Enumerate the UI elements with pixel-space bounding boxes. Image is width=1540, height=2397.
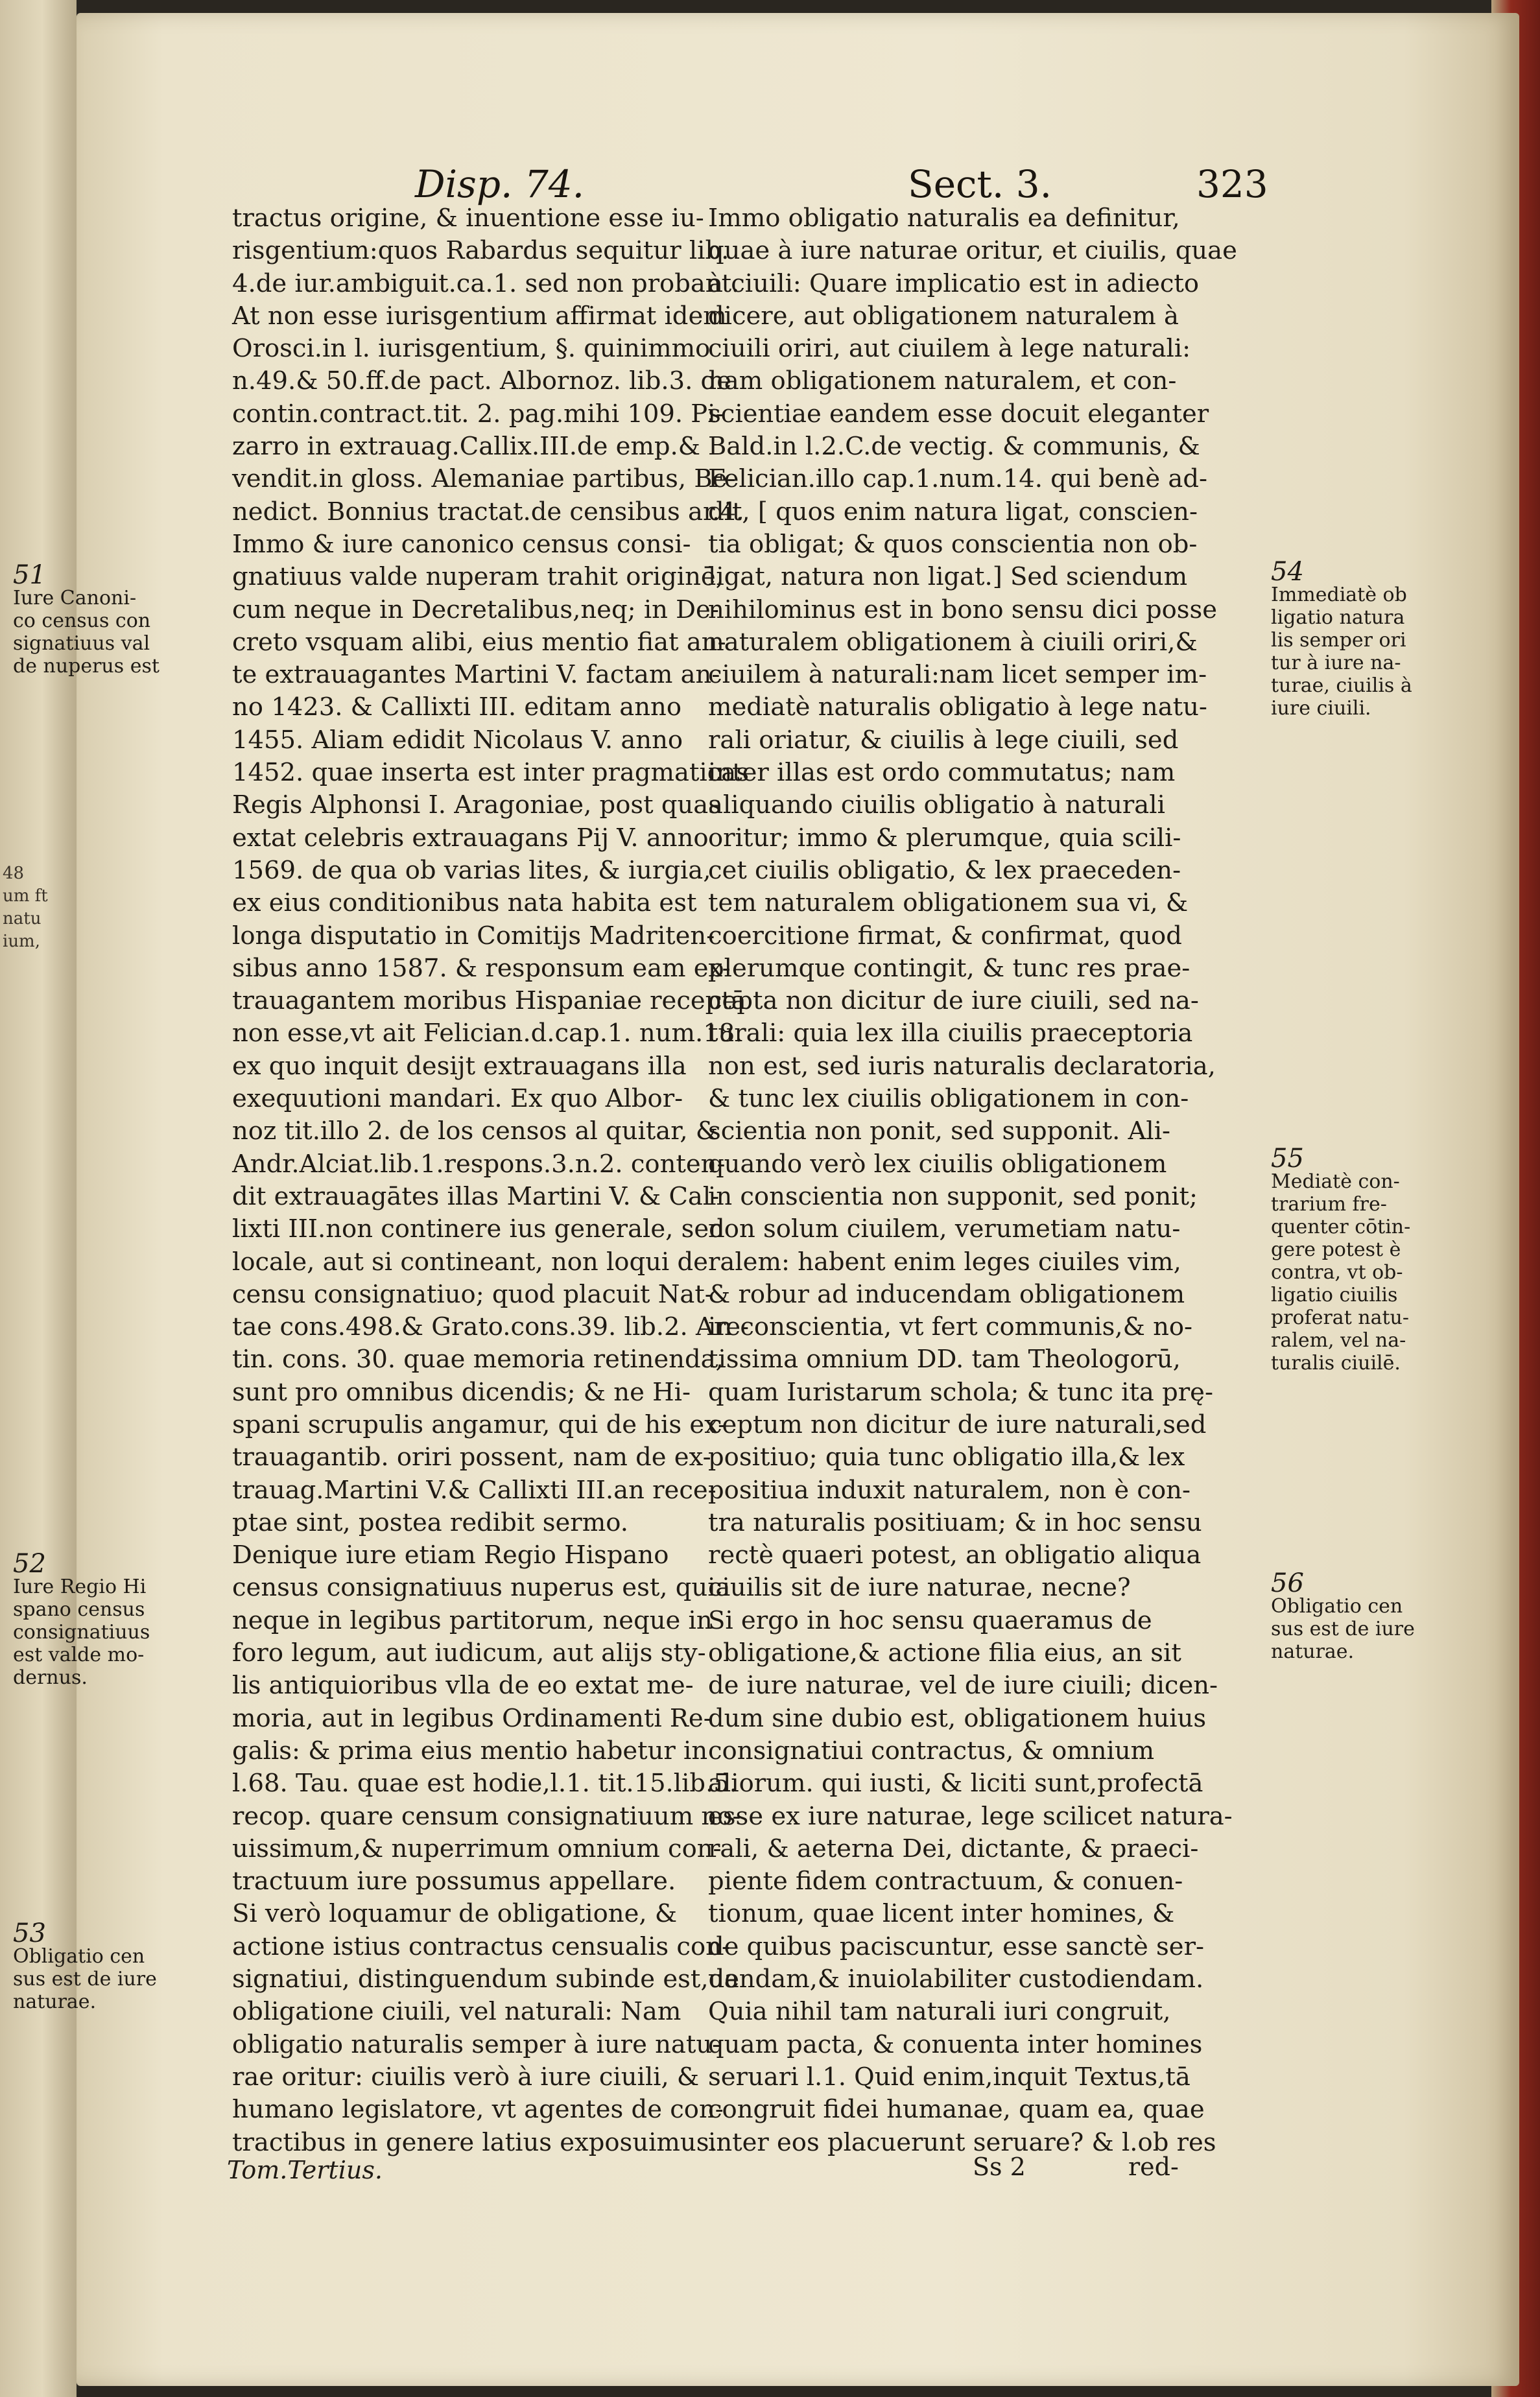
text-line: l.68. Tau. quae est hodie,l.1. tit.15.lib.5. <box>232 1769 738 1799</box>
text-line: ex quo inquit desijt extrauagans illa <box>232 1051 687 1081</box>
text-line: spani scrupulis angamur, qui de his ex- <box>232 1410 727 1439</box>
margin-note-number: 54 <box>1271 557 1304 587</box>
text-line: longa disputatio in Comitijs Madriten- <box>232 921 715 951</box>
text-line: noz tit.illo 2. de los censos al quitar, & <box>232 1116 718 1146</box>
margin-note-text: Mediatè con- trarium fre- quenter cōtin- gere potest è contra, vt ob- ligatio ciuilis proferat natu- ralem, vel na- turalis ciuilē. <box>1271 1170 1411 1375</box>
text-line: tin. cons. 30. quae memoria retinenda, <box>232 1345 724 1375</box>
text-line: oritur; immo & plerumque, quia scili- <box>708 823 1181 853</box>
text-line: uissimum,& nuperrimum omnium con- <box>232 1834 722 1863</box>
text-line: risgentium:quos Rabardus sequitur lib. <box>232 236 729 266</box>
strip-fragment: ium, <box>3 932 40 951</box>
text-line: cum neque in Decretalibus,neq; in De- <box>232 595 719 624</box>
left-text-column <box>232 202 750 2159</box>
strip-fragment: 48 <box>3 864 25 883</box>
page-number: 323 <box>1196 162 1268 206</box>
text-line: turali: quia lex illa ciuilis praeceptoria <box>708 1019 1193 1048</box>
margin-note-text: Iure Canoni- co census con signatiuus val de nuperus est <box>13 587 160 678</box>
text-line: cepta non dicitur de iure ciuili, sed na- <box>708 986 1199 1016</box>
text-line: gnatiuus valde nuperam trahit originē, <box>232 562 724 592</box>
text-line: positiua induxit naturalem, non è con- <box>708 1475 1191 1505</box>
margin-note-text: Immediatè ob ligatio natura lis semper ori tur à iure na- turae, ciuilis à iure ciuili. <box>1271 584 1412 720</box>
text-line: in conscientia, vt fert communis,& no- <box>708 1312 1193 1342</box>
text-line: locale, aut si contineant, non loqui de <box>232 1247 708 1277</box>
text-line: exequutioni mandari. Ex quo Albor- <box>232 1084 683 1114</box>
text-line: de iure naturae, vel de iure ciuili; dicen- <box>708 1671 1218 1701</box>
text-line: non est, sed iuris naturalis declaratoria, <box>708 1051 1216 1081</box>
text-line: quam pacta, & conuenta inter homines <box>708 2029 1203 2059</box>
text-line: Immo & iure canonico census consi- <box>232 529 691 559</box>
text-line: At non esse iurisgentium affirmat idem <box>232 301 727 331</box>
margin-note-54 <box>1271 557 1465 720</box>
text-line: trauagantem moribus Hispaniae receptā <box>232 986 746 1016</box>
text-line: sibus anno 1587. & responsum eam ex- <box>232 953 731 983</box>
text-line: obligatio naturalis semper à iure natu- <box>232 2029 721 2059</box>
text-line: & robur ad inducendam obligationem <box>708 1279 1185 1309</box>
margin-note-53 <box>13 1919 178 2013</box>
text-line: ciuilem à naturali:nam licet semper im- <box>708 660 1207 690</box>
text-line: tionum, quae licent inter homines, & <box>708 1899 1175 1929</box>
text-line: tia obligat; & quos conscientia non ob- <box>708 529 1198 559</box>
text-line: dum sine dubio est, obligationem huius <box>708 1703 1207 1733</box>
text-line: humano legislatore, vt agentes de con- <box>232 2095 724 2125</box>
text-line: rectè quaeri potest, an obligatio aliqua <box>708 1541 1202 1570</box>
catchword: red- <box>1128 2153 1179 2181</box>
text-line: ligat, natura non ligat.] Sed sciendum <box>708 562 1188 592</box>
margin-note-number: 53 <box>13 1919 46 1948</box>
text-line: scientiae eandem esse docuit eleganter <box>708 399 1209 429</box>
text-line: te extrauagantes Martini V. factam an- <box>232 660 720 690</box>
text-line: inter illas est ordo commutatus; nam <box>708 758 1176 788</box>
text-line: non solum ciuilem, verumetiam natu- <box>708 1214 1181 1244</box>
text-line: lixti III.non continere ius generale, sed <box>232 1214 725 1244</box>
text-line: 1455. Aliam edidit Nicolaus V. anno <box>232 725 683 755</box>
text-line: moria, aut in legibus Ordinamenti Re- <box>232 1703 712 1733</box>
text-line: quando verò lex ciuilis obligationem <box>708 1149 1167 1179</box>
text-line: inter eos placuerunt seruare? & l.ob res <box>708 2127 1216 2157</box>
text-line: ciuili oriri, aut ciuilem à lege naturali: <box>708 334 1191 364</box>
text-line: no 1423. & Callixti III. editam anno <box>232 692 681 722</box>
text-line: lis antiquioribus vlla de eo extat me- <box>232 1671 694 1701</box>
margin-note-text: Iure Regio Hi spano census consignatiuus est valde mo- dernus. <box>13 1576 150 1689</box>
margin-note-number: 52 <box>13 1549 46 1579</box>
text-line: ciuilis sit de iure naturae, necne? <box>708 1573 1131 1603</box>
text-line: tractibus in genere latius exposuimus. <box>232 2127 717 2157</box>
text-line: tae cons.498.& Grato.cons.39. lib.2. Are- <box>232 1312 750 1342</box>
text-line: Felician.illo cap.1.num.14. qui benè ad- <box>708 464 1208 494</box>
margin-note-52 <box>13 1549 178 1689</box>
text-line: dit, [ quos enim natura ligat, conscien- <box>708 497 1198 526</box>
margin-note-55 <box>1271 1144 1465 1375</box>
text-line: censu consignatiuo; quod placuit Nat- <box>232 1279 713 1309</box>
running-header-left: Disp. 74. <box>415 162 585 206</box>
adjacent-page-strip <box>0 0 77 2397</box>
text-line: dit extrauagātes illas Martini V. & Cal- <box>232 1181 720 1211</box>
margin-note-text: Obligatio cen sus est de iure naturae. <box>13 1945 157 2013</box>
text-line: recop. quare censum consignatiuum no- <box>232 1801 741 1831</box>
strip-fragment: natu <box>3 909 41 928</box>
margin-note-text: Obligatio cen sus est de iure naturae. <box>1271 1595 1415 1663</box>
text-line: tem naturalem obligationem sua vi, & <box>708 888 1189 918</box>
text-line: tra naturalis positiuam; & in hoc sensu <box>708 1507 1202 1537</box>
text-line: extat celebris extrauagans Pij V. anno <box>232 823 709 853</box>
text-line: obligatione,& actione filia eius, an sit <box>708 1638 1181 1668</box>
text-line: ceptum non dicitur de iure naturali,sed <box>708 1410 1207 1439</box>
text-line: coercitione firmat, & confirmat, quod <box>708 921 1182 951</box>
text-line: esse ex iure naturae, lege scilicet natura- <box>708 1801 1233 1831</box>
text-line: quae à iure naturae oritur, et ciuilis, quae <box>708 236 1237 266</box>
running-header-section: Sect. 3. <box>908 162 1052 206</box>
text-line: rali oriatur, & ciuilis à lege ciuili, sed <box>708 725 1179 755</box>
text-line: trauagantib. oriri possent, nam de ex- <box>232 1443 711 1472</box>
text-line: ralem: habent enim leges ciuiles vim, <box>708 1247 1181 1277</box>
text-line: in conscientia non supponit, sed ponit; <box>708 1181 1198 1211</box>
text-line: sunt pro omnibus dicendis; & ne Hi- <box>232 1377 691 1407</box>
text-line: à ciuili: Quare implicatio est in adiecto <box>708 268 1200 298</box>
text-line: aliorum. qui iusti, & liciti sunt,profectā <box>708 1769 1203 1799</box>
text-line: positiuo; quia tunc obligatio illa,& lex <box>708 1443 1185 1472</box>
text-line: neque in legibus partitorum, neque in <box>232 1605 713 1635</box>
text-line: Quia nihil tam naturali iuri congruit, <box>708 1997 1171 2027</box>
text-line: n.49.& 50.ff.de pact. Albornoz. lib.3. de <box>232 366 731 396</box>
right-text-column <box>708 202 1266 2159</box>
text-line: rali, & aeterna Dei, dictante, & praeci- <box>708 1834 1199 1863</box>
text-line: cet ciuilis obligatio, & lex praeceden- <box>708 855 1181 885</box>
text-line: ptae sint, postea redibit sermo. <box>232 1507 628 1537</box>
text-line: rae oritur: ciuilis verò à iure ciuili, & <box>232 2062 700 2092</box>
text-line: nihilominus est in bono sensu dici posse <box>708 595 1218 624</box>
text-line: creto vsquam alibi, eius mentio fiat an- <box>232 627 726 657</box>
text-line: de quibus paciscuntur, esse sanctè ser- <box>708 1931 1204 1961</box>
text-line: 4.de iur.ambiguit.ca.1. sed non probant. <box>232 268 740 298</box>
text-line: dicere, aut obligationem naturalem à <box>708 301 1179 331</box>
text-line: Immo obligatio naturalis ea definitur, <box>708 204 1180 233</box>
text-line: census consignatiuus nuperus est, quia <box>232 1573 731 1603</box>
text-line: congruit fidei humanae, quam ea, quae <box>708 2095 1205 2125</box>
text-line: galis: & prima eius mentio habetur in <box>232 1736 708 1765</box>
text-line: nedict. Bonnius tractat.de censibus ar.4. <box>232 497 744 526</box>
margin-note-number: 55 <box>1271 1144 1304 1174</box>
strip-fragment: um ft <box>3 886 48 906</box>
text-line: piente fidem contractuum, & conuen- <box>708 1867 1183 1896</box>
text-line: nam obligationem naturalem, et con- <box>708 366 1177 396</box>
volume-footer: Tom.Tertius. <box>227 2156 383 2184</box>
text-line: zarro in extrauag.Callix.III.de emp.& <box>232 432 701 462</box>
text-line: ex eius conditionibus nata habita est <box>232 888 697 918</box>
text-line: tractus origine, & inuentione esse iu- <box>232 204 704 233</box>
text-line: actione istius contractus censualis con- <box>232 1931 730 1961</box>
text-line: seruari l.1. Quid enim,inquit Textus,tā <box>708 2062 1191 2092</box>
text-line: non esse,vt ait Felician.d.cap.1. num.18. <box>232 1019 743 1048</box>
text-line: obligatione ciuili, vel naturali: Nam <box>232 1997 681 2027</box>
text-line: Denique iure etiam Regio Hispano <box>232 1541 669 1570</box>
text-line: scientia non ponit, sed supponit. Ali- <box>708 1116 1171 1146</box>
text-line: trauag.Martini V.& Callixti III.an rece- <box>232 1475 717 1505</box>
text-line: quam Iuristarum schola; & tunc ita prę- <box>708 1377 1213 1407</box>
text-line: signatiui, distinguendum subinde est,de <box>232 1965 739 1994</box>
text-line: Si verò loquamur de obligatione, & <box>232 1899 678 1929</box>
text-line: Andr.Alciat.lib.1.respons.3.n.2. conten- <box>232 1149 726 1179</box>
margin-note-number: 51 <box>13 560 46 590</box>
text-line: contin.contract.tit. 2. pag.mihi 109. Pi- <box>232 399 724 429</box>
text-line: consignatiui contractus, & omnium <box>708 1736 1155 1765</box>
text-line: uandam,& inuiolabiliter custodiendam. <box>708 1965 1204 1994</box>
text-line: mediatè naturalis obligatio à lege natu- <box>708 692 1207 722</box>
text-line: Regis Alphonsi I. Aragoniae, post quas <box>232 790 722 820</box>
text-line: foro legum, aut iudicum, aut alijs sty- <box>232 1638 706 1668</box>
text-line: Bald.in l.2.C.de vectig. & communis, & <box>708 432 1200 462</box>
text-line: tissima omnium DD. tam Theologorū, <box>708 1345 1181 1375</box>
signature-mark: Ss 2 <box>973 2153 1026 2181</box>
text-line: 1569. de qua ob varias lites, & iurgia, <box>232 855 711 885</box>
text-line: aliquando ciuilis obligatio à naturali <box>708 790 1165 820</box>
text-line: & tunc lex ciuilis obligationem in con- <box>708 1084 1189 1114</box>
text-line: vendit.in gloss. Alemaniae partibus, Be- <box>232 464 736 494</box>
text-line: 1452. quae inserta est inter pragmaticas <box>232 758 750 788</box>
text-line: Orosci.in l. iurisgentium, §. quinimmo <box>232 334 711 364</box>
text-line: plerumque contingit, & tunc res prae- <box>708 953 1191 983</box>
margin-note-56 <box>1271 1568 1465 1663</box>
text-line: Si ergo in hoc sensu quaeramus de <box>708 1605 1152 1635</box>
margin-note-51 <box>13 560 178 678</box>
margin-note-number: 56 <box>1271 1568 1304 1598</box>
text-line: tractuum iure possumus appellare. <box>232 1867 676 1896</box>
text-line: naturalem obligationem à ciuili oriri,& <box>708 627 1198 657</box>
